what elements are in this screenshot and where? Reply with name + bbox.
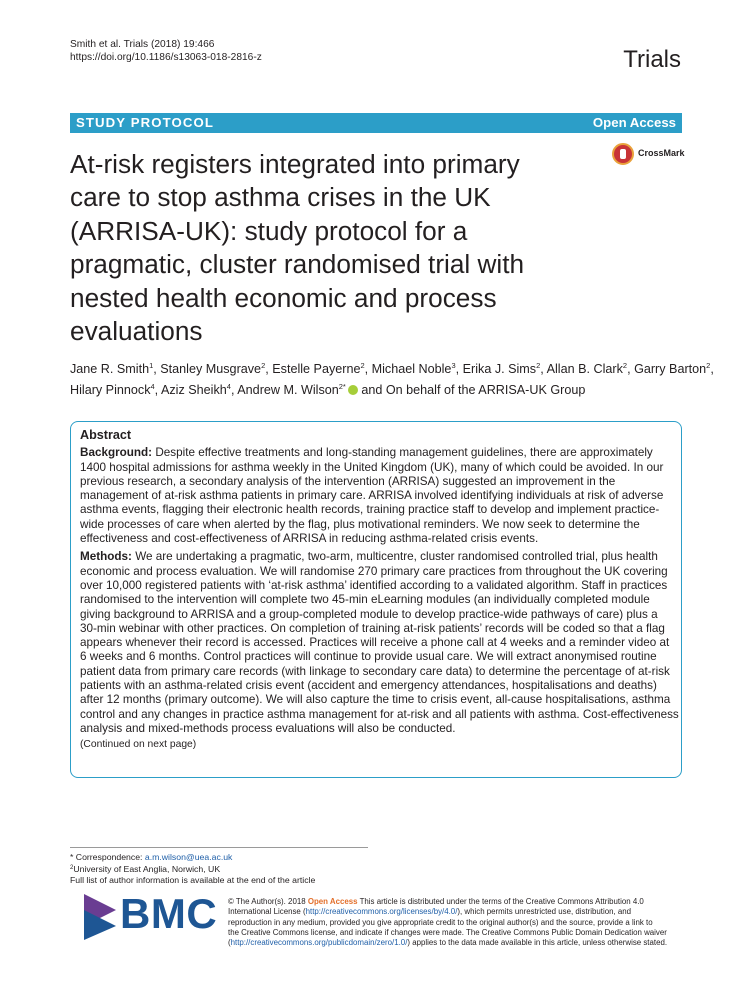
abstract-line: after 12 months (primary outcome). We will also capture the time to crisis event, all-cause hospitalisations, asthma: [80, 693, 671, 707]
footnote-divider: [70, 847, 368, 848]
correspondence-email-link[interactable]: a.m.wilson@uea.ac.uk: [144, 852, 233, 862]
abstract-line: Despite effective treatments and long-standing management guidelines, there are approximately: [155, 446, 653, 460]
article-type-label: STUDY PROTOCOL: [76, 115, 215, 130]
abstract-line: 1400 hospital admissions for asthma weekly in the United Kingdom (UK), many of which could be avoided. In our: [80, 460, 664, 474]
title-line: At-risk registers integrated into primary: [70, 149, 520, 179]
author-list: [70, 357, 714, 399]
journal-name: Trials: [623, 46, 681, 73]
abstract-line: appears whenever their record is accessed. Practices will receive a phone call at 4 weeks and a reminder video at: [80, 636, 670, 650]
author-name: Michael Noble: [371, 362, 452, 376]
abstract-line: 6 weeks and 6 months. Control practices will continue to provide usual care. We will extract anonymised routine: [80, 650, 657, 664]
title-line: evaluations: [70, 316, 203, 347]
author-name: Estelle Payerne: [272, 362, 361, 376]
abstract-line: patient data from primary care records (with linkage to secondary care data) to determine the percentage of at-risk: [80, 664, 670, 678]
open-access-mark: Open Access: [307, 897, 358, 906]
methods-label: Methods:: [80, 550, 132, 564]
methods-section: [80, 550, 679, 736]
article-title: [70, 148, 590, 348]
author-name: Andrew M. Wilson: [237, 383, 339, 397]
author-name: Erika J. Sims: [462, 362, 537, 376]
affiliation: University of East Anglia, Norwich, UK: [73, 864, 221, 874]
bmc-logo[interactable]: [84, 888, 216, 942]
background-section: [80, 446, 674, 546]
author-name: Jane R. Smith: [70, 362, 150, 376]
title-line: nested health economic and process: [70, 282, 497, 313]
abstract-line: management of at-risk asthma patients in primary care. ARRISA involved identifying individuals at risk of adverse: [80, 489, 664, 503]
citation-line: Smith et al. Trials (2018) 19:466: [70, 39, 215, 50]
open-access-label: Open Access: [592, 115, 676, 130]
bmc-mark-icon: [84, 888, 120, 940]
crossmark-label: CrossMark: [638, 148, 685, 158]
title-line: (ARRISA-UK): study protocol for a: [70, 215, 468, 246]
crossmark-badge[interactable]: [612, 142, 685, 168]
abstract-line: asthma events, flagging their electronic health records, training practice staff to develop and implement practice-: [80, 503, 660, 517]
title-line: pragmatic, cluster randomised trial with: [70, 249, 525, 280]
cc-by-license-link[interactable]: http://creativecommons.org/licenses/by/4.0/: [305, 907, 458, 917]
abstract-line: randomised to the intervention will complete two 45-min eLearning modules (an individually completed module: [80, 593, 650, 607]
abstract-line: wide processes of care when alerted by the flag, plus motivational reminders. We now seek to determine the: [80, 517, 640, 531]
abstract-line: We are undertaking a pragmatic, two-arm, multicentre, cluster randomised controlled trial, plus health: [135, 550, 658, 564]
author-name: Hilary Pinnock: [70, 383, 151, 397]
license-statement: © The Author(s). 2018 Open Access This article is distributed under the terms of the Creative Commons Attribution 4.0 International License (http://creativecommons.org/licenses/by/4.0/), which permits unrestricted use, distribution, and reproduction in any medium, provided you give appropriate credit to the original author(s) and the source, provide a link to the Creative Commons license, and indicate if changes were made. The Creative Commons Public Domain Dedication waiver (http://creativecommons.org/publicdomain/zero/1.0/) applies to the data made available in this article, unless otherwise stated.: [228, 897, 668, 948]
author-info-note: Full list of author information is available at the end of the article: [70, 875, 316, 885]
abstract-line: patients with an asthma-related crisis event (accident and emergency attendances, hospitalisations and deaths): [80, 679, 657, 693]
continued-note: (Continued on next page): [80, 739, 197, 751]
footnotes: * Correspondence: a.m.wilson@uea.ac.uk $^2$University of East Anglia, Norwich, UK Full list of author information is available at the end of the article: [70, 852, 316, 885]
author-line: Hilary Pinnock$^4$, Aziz Sheikh$^4$, Andrew M. Wilson$^{2*}$ and On behalf of the ARRISA-UK Group: [70, 382, 586, 397]
background-label: Background:: [80, 446, 153, 460]
cc0-waiver-link[interactable]: http://creativecommons.org/publicdomain/zero/1.0/: [230, 938, 408, 948]
author-name: Garry Barton: [634, 362, 707, 376]
author-name: Aziz Sheikh: [160, 383, 227, 397]
title-line: care to stop asthma crises in the UK: [70, 182, 491, 213]
abstract-line: economic and process evaluation. We will randomise 270 primary care practices from throughout the UK covering: [80, 564, 668, 578]
abstract-heading: Abstract: [80, 428, 132, 442]
abstract-line: 30-min webinar with other practices. On completion of training at-risk patients’ records will be coded so that a flag: [80, 621, 665, 635]
orcid-icon[interactable]: [348, 385, 358, 395]
author-group: and On behalf of the ARRISA-UK Group: [361, 383, 586, 397]
author-name: Allan B. Clark: [546, 362, 623, 376]
abstract-line: effectiveness and cost-effectiveness of ARRISA in reducing asthma-related crisis events.: [80, 532, 539, 546]
abstract-line: previous research, a secondary analysis of the intervention (ARRISA) suggested an improvement in the: [80, 474, 616, 488]
abstract-line: over 10,000 registered patients with ‘at-risk asthma’ identified according to a validated algorithm. Staff in practices: [80, 578, 668, 592]
abstract-line: control and any changes in practice asthma management for at-risk and all patients with asthma. Cost-effectiveness: [80, 707, 679, 721]
abstract-line: analysis and mixed-methods process evaluations will also be conducted.: [80, 721, 456, 735]
article-type-banner: [70, 113, 682, 133]
crossmark-icon: [612, 143, 634, 165]
doi-link[interactable]: https://doi.org/10.1186/s13063-018-2816-z: [70, 52, 262, 63]
abstract-box: [70, 421, 682, 778]
correspondence-label: * Correspondence:: [70, 852, 143, 862]
citation: [70, 38, 262, 64]
abstract-line: giving background to ARRISA and a group-completed module to develop practice-wide pathways of care) plus a: [80, 607, 658, 621]
author-name: Stanley Musgrave: [160, 362, 262, 376]
bmc-logo-text: BMC: [120, 890, 218, 937]
author-line: Jane R. Smith$^1$, Stanley Musgrave$^2$, Estelle Payerne$^2$, Michael Noble$^3$, Erika J. Sims$^2$, Allan B. Clark$^2$, Garry Barton$^2$,: [70, 361, 714, 376]
